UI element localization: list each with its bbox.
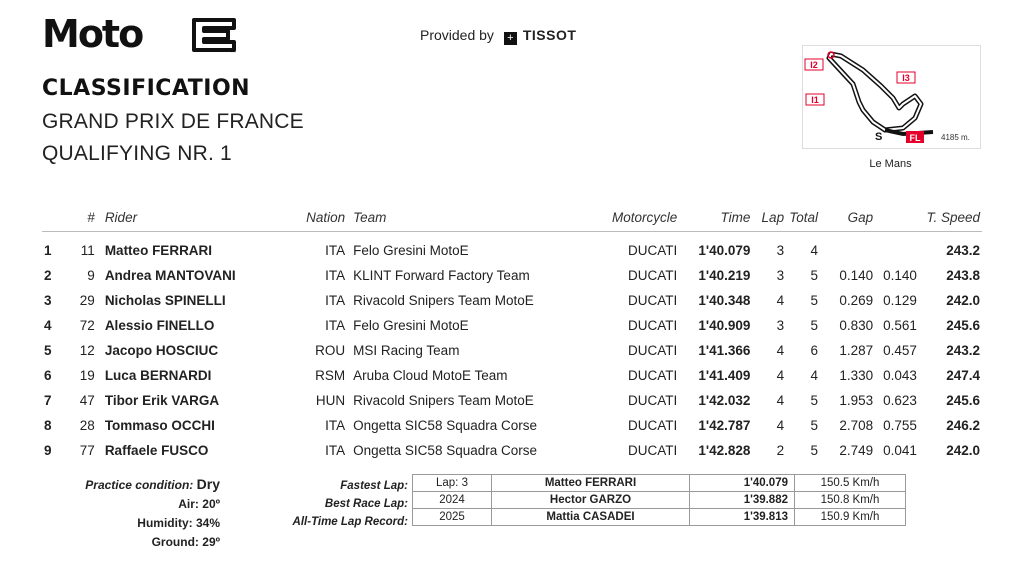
marker-s-label: S (875, 131, 883, 143)
gap-previous (875, 232, 919, 264)
marker-fl (906, 131, 924, 143)
best-lap: 3 (776, 243, 785, 258)
rider-name: Andrea MANTOVANI (104, 268, 236, 283)
col-gap-prev (875, 206, 919, 232)
all-time-record-speed: 150.9 Km/h (795, 509, 906, 526)
rider-name: Luca BERNARDI (104, 368, 212, 383)
best-lap: 4 (776, 343, 785, 358)
table-row (42, 263, 982, 288)
rider-nation: ITA (325, 443, 346, 458)
motorcycle: DUCATI (628, 368, 678, 383)
col-motorcycle: Motorcycle (596, 206, 679, 232)
practice-condition-value: Dry (196, 476, 220, 492)
best-time: 1'40.348 (698, 293, 751, 308)
rider-name: Alessio FINELLO (104, 318, 215, 333)
total-laps: 4 (810, 368, 819, 383)
top-speed: 242.0 (946, 293, 980, 308)
top-speed: 242.0 (946, 443, 980, 458)
rider-name: Tommaso OCCHI (104, 418, 215, 433)
total-laps: 5 (810, 268, 819, 283)
rider-number: 12 (79, 343, 95, 358)
gap-first: 0.830 (839, 318, 874, 333)
gap-previous: 0.043 (883, 368, 917, 383)
humidity (40, 514, 220, 533)
track-length: 4185 m. (941, 133, 970, 142)
team-name: MSI Racing Team (353, 343, 460, 358)
table-row (42, 363, 982, 388)
rider-nation: ITA (325, 418, 346, 433)
result-position: 9 (44, 443, 52, 458)
rider-number: 11 (80, 243, 95, 258)
gap-previous: 0.140 (883, 268, 917, 283)
top-speed: 243.8 (946, 268, 980, 283)
best-lap: 3 (776, 318, 785, 333)
humidity-label: Humidity: (137, 516, 193, 530)
provided-by-label: Provided by (420, 27, 494, 43)
rider-nation: RSM (315, 368, 346, 383)
all-time-record-time: 1'39.813 (690, 509, 795, 526)
event-name: GRAND PRIX DE FRANCE (42, 110, 304, 133)
gap-first: 1.330 (839, 368, 874, 383)
fastest-lap-rider: Matteo FERRARI (492, 475, 690, 492)
results-header (42, 206, 982, 232)
all-time-record-year: 2025 (413, 509, 492, 526)
best-race-lap-rider: Hector GARZO (492, 492, 690, 509)
team-name: Felo Gresini MotoE (353, 243, 469, 258)
best-time: 1'42.787 (698, 418, 751, 433)
fastest-lap-lap: Lap: 3 (413, 475, 492, 492)
total-laps: 6 (810, 343, 819, 358)
marker-i2 (805, 59, 823, 70)
gap-first: 0.140 (839, 268, 874, 283)
motorcycle: DUCATI (628, 318, 678, 333)
rider-number: 29 (79, 293, 95, 308)
motorcycle: DUCATI (628, 418, 678, 433)
rider-number: 77 (79, 443, 95, 458)
col-top-speed: T. Speed (919, 206, 982, 232)
marker-i1-label: I1 (811, 95, 819, 105)
best-lap: 4 (776, 393, 785, 408)
marker-i2-label: I2 (810, 60, 818, 70)
result-position: 7 (44, 393, 52, 408)
team-name: Felo Gresini MotoE (353, 318, 469, 333)
ground-label: Ground: (151, 535, 199, 549)
rider-nation: ITA (325, 293, 346, 308)
col-lap: Lap (752, 206, 786, 232)
motorcycle: DUCATI (628, 343, 678, 358)
air-label: Air: (178, 497, 199, 511)
best-time: 1'40.219 (698, 268, 751, 283)
rider-name: Raffaele FUSCO (104, 443, 209, 458)
col-rider: Rider (97, 206, 282, 232)
result-position: 5 (44, 343, 52, 358)
best-race-lap-time: 1'39.882 (690, 492, 795, 509)
best-time: 1'41.409 (698, 368, 751, 383)
best-race-lap-label: Best Race Lap: (324, 498, 408, 510)
total-laps: 5 (810, 293, 819, 308)
practice-condition-label: Practice condition: (85, 478, 194, 492)
top-speed: 246.2 (946, 418, 980, 433)
motorcycle: DUCATI (628, 393, 678, 408)
team-name: Rivacold Snipers Team MotoE (353, 293, 534, 308)
practice-condition (40, 475, 220, 495)
conditions (40, 475, 220, 552)
marker-i1 (806, 94, 824, 105)
gap-first: 2.749 (839, 443, 874, 458)
result-position: 4 (44, 318, 52, 333)
top-speed: 245.6 (946, 318, 980, 333)
best-lap: 4 (776, 418, 785, 433)
team-name: Ongetta SIC58 Squadra Corse (353, 418, 537, 433)
logo-e-mark (194, 20, 234, 50)
page-title: CLASSIFICATION (42, 76, 251, 101)
team-name: Aruba Cloud MotoE Team (353, 368, 508, 383)
marker-i3 (897, 72, 915, 83)
fastest-lap-time: 1'40.079 (690, 475, 795, 492)
col-gap: Gap (820, 206, 875, 232)
best-lap: 2 (776, 443, 785, 458)
rider-number: 72 (79, 318, 95, 333)
result-position: 6 (44, 368, 52, 383)
marker-i3-label: I3 (902, 73, 910, 83)
table-row (42, 288, 982, 313)
col-pos (42, 206, 67, 232)
top-speed: 243.2 (946, 243, 980, 258)
total-laps: 5 (810, 318, 819, 333)
table-row (42, 438, 982, 463)
lap-records-labels (282, 477, 408, 531)
rider-name: Tibor Erik VARGA (104, 393, 220, 408)
all-time-record-row (413, 509, 906, 526)
motorcycle: DUCATI (628, 268, 678, 283)
rider-nation: ITA (325, 318, 346, 333)
provided-by (420, 27, 576, 45)
total-laps: 5 (810, 418, 819, 433)
gap-previous: 0.457 (883, 343, 917, 358)
team-name: Ongetta SIC58 Squadra Corse (353, 443, 537, 458)
total-laps: 4 (810, 243, 819, 258)
table-row (42, 313, 982, 338)
session-name: QUALIFYING NR. 1 (42, 142, 232, 165)
gap-first (820, 232, 875, 264)
table-row (42, 232, 982, 264)
best-lap: 4 (776, 293, 785, 308)
team-name: KLINT Forward Factory Team (353, 268, 530, 283)
motorcycle: DUCATI (628, 293, 678, 308)
table-row (42, 338, 982, 363)
rider-nation: ROU (315, 343, 346, 358)
fastest-lap-label: Fastest Lap: (340, 480, 408, 492)
result-position: 2 (44, 268, 52, 283)
logo-moto-text: Moto (42, 14, 143, 54)
rider-number: 19 (79, 368, 95, 383)
rider-number: 47 (79, 393, 95, 408)
tissot-cross-icon: + (504, 32, 517, 45)
all-time-record-rider: Mattia CASADEI (492, 509, 690, 526)
humidity-value: 34% (195, 516, 220, 530)
sponsor-name: TISSOT (522, 27, 577, 43)
gap-first: 1.287 (839, 343, 874, 358)
result-position: 1 (44, 243, 52, 258)
team-name: Rivacold Snipers Team MotoE (353, 393, 534, 408)
rider-number: 9 (87, 268, 95, 283)
motoe-logo (42, 14, 238, 54)
best-time: 1'40.079 (698, 243, 751, 258)
top-speed: 245.6 (946, 393, 980, 408)
motorcycle: DUCATI (628, 443, 678, 458)
table-row (42, 413, 982, 438)
lap-records-table (412, 474, 906, 526)
best-lap: 3 (776, 268, 785, 283)
best-time: 1'41.366 (698, 343, 751, 358)
gap-first: 0.269 (839, 293, 874, 308)
rider-nation: ITA (325, 243, 346, 258)
result-position: 3 (44, 293, 52, 308)
gap-previous: 0.041 (883, 443, 917, 458)
top-speed: 243.2 (946, 343, 980, 358)
results-table (42, 206, 982, 463)
rider-nation: HUN (315, 393, 346, 408)
gap-previous: 0.623 (883, 393, 917, 408)
rider-name: Jacopo HOSCIUC (104, 343, 219, 358)
col-time: Time (679, 206, 752, 232)
gap-previous: 0.755 (883, 418, 917, 433)
rider-name: Nicholas SPINELLI (104, 293, 226, 308)
total-laps: 5 (810, 393, 819, 408)
air-temp (40, 495, 220, 514)
ground-temp (40, 533, 220, 552)
best-race-lap-year: 2024 (413, 492, 492, 509)
fastest-lap-speed: 150.5 Km/h (795, 475, 906, 492)
top-speed: 247.4 (946, 368, 980, 383)
gap-previous: 0.561 (883, 318, 917, 333)
col-nation: Nation (282, 206, 347, 232)
marker-fl-label: FL (909, 133, 921, 143)
best-time: 1'42.828 (698, 443, 751, 458)
rider-name: Matteo FERRARI (104, 243, 213, 258)
best-time: 1'42.032 (698, 393, 751, 408)
motorcycle: DUCATI (628, 243, 678, 258)
result-position: 8 (44, 418, 52, 433)
air-value: 20º (202, 497, 220, 511)
gap-first: 1.953 (839, 393, 874, 408)
results-body (42, 232, 982, 464)
track-name: Le Mans (869, 158, 912, 170)
gap-first: 2.708 (839, 418, 874, 433)
best-time: 1'40.909 (698, 318, 751, 333)
col-number: # (67, 206, 96, 232)
ground-value: 29º (202, 535, 220, 549)
logo-tm: ™ (230, 50, 236, 54)
rider-number: 28 (79, 418, 95, 433)
col-total: Total (786, 206, 820, 232)
all-time-record-label: All-Time Lap Record: (292, 516, 408, 528)
fastest-lap-row (413, 475, 906, 492)
motoe-logo-mark (42, 14, 238, 54)
total-laps: 5 (810, 443, 819, 458)
best-race-lap-row (413, 492, 906, 509)
best-race-lap-speed: 150.8 Km/h (795, 492, 906, 509)
best-lap: 4 (776, 368, 785, 383)
table-row (42, 388, 982, 413)
col-team: Team (347, 206, 596, 232)
rider-nation: ITA (325, 268, 346, 283)
gap-previous: 0.129 (883, 293, 917, 308)
